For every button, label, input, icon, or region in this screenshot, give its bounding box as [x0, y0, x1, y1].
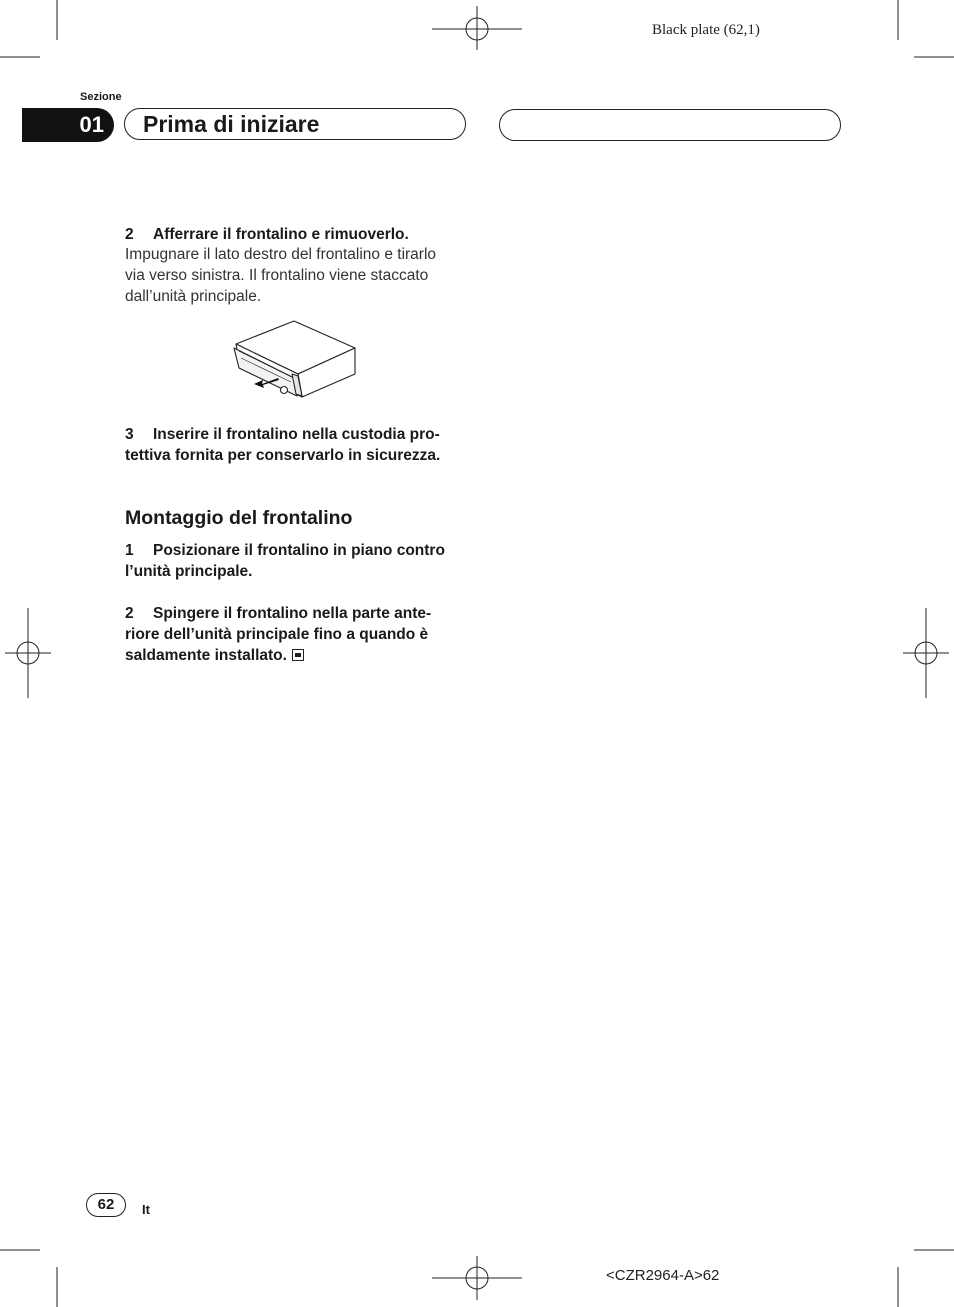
page-number: 62: [86, 1193, 126, 1217]
section-title-box: [124, 108, 466, 140]
document-code: <CZR2964-A>62: [606, 1267, 720, 1284]
step-number: 2: [125, 226, 134, 243]
section-number: 01: [79, 112, 104, 137]
step-3-heading: [125, 424, 470, 466]
step-2-heading: [125, 224, 470, 245]
step-2-body: [125, 244, 470, 307]
step-number: 3: [125, 426, 134, 443]
body-line: via verso sinistra. Il frontalino viene staccato: [125, 267, 429, 284]
body-line: dall’unità principale.: [125, 288, 262, 305]
step-number: 2: [125, 605, 134, 622]
step-number: 1: [125, 542, 134, 559]
right-header-box: [499, 109, 841, 141]
subsection-heading: Montaggio del frontalino: [125, 507, 353, 529]
step-text-line: saldamente installato.: [125, 647, 287, 664]
section-label: Sezione: [80, 91, 122, 103]
front-panel-removal-illustration: [232, 318, 360, 400]
body-line: Impugnare il lato destro del frontalino e tirarlo: [125, 246, 437, 263]
step-text-line: tettiva fornita per conservarlo in sicurezza.: [125, 447, 441, 464]
step-text-line: riore dell’unità principale fino a quando è: [125, 626, 429, 643]
step-text: Afferrare il frontalino e rimuoverlo.: [153, 226, 409, 243]
step-text-line: l’unità principale.: [125, 563, 253, 580]
mount-step-1: [125, 540, 470, 582]
step-text-line: Spingere il frontalino nella parte ante-: [153, 605, 432, 622]
mount-step-2: [125, 603, 470, 666]
end-of-section-icon: [292, 649, 304, 661]
language-code: It: [142, 1202, 150, 1217]
section-title: Prima di iniziare: [143, 111, 320, 137]
section-number-badge: [22, 108, 114, 142]
step-text-line: Inserire il frontalino nella custodia pro-: [153, 426, 440, 443]
step-text-line: Posizionare il frontalino in piano contro: [153, 542, 445, 559]
plate-label: Black plate (62,1): [652, 22, 760, 38]
